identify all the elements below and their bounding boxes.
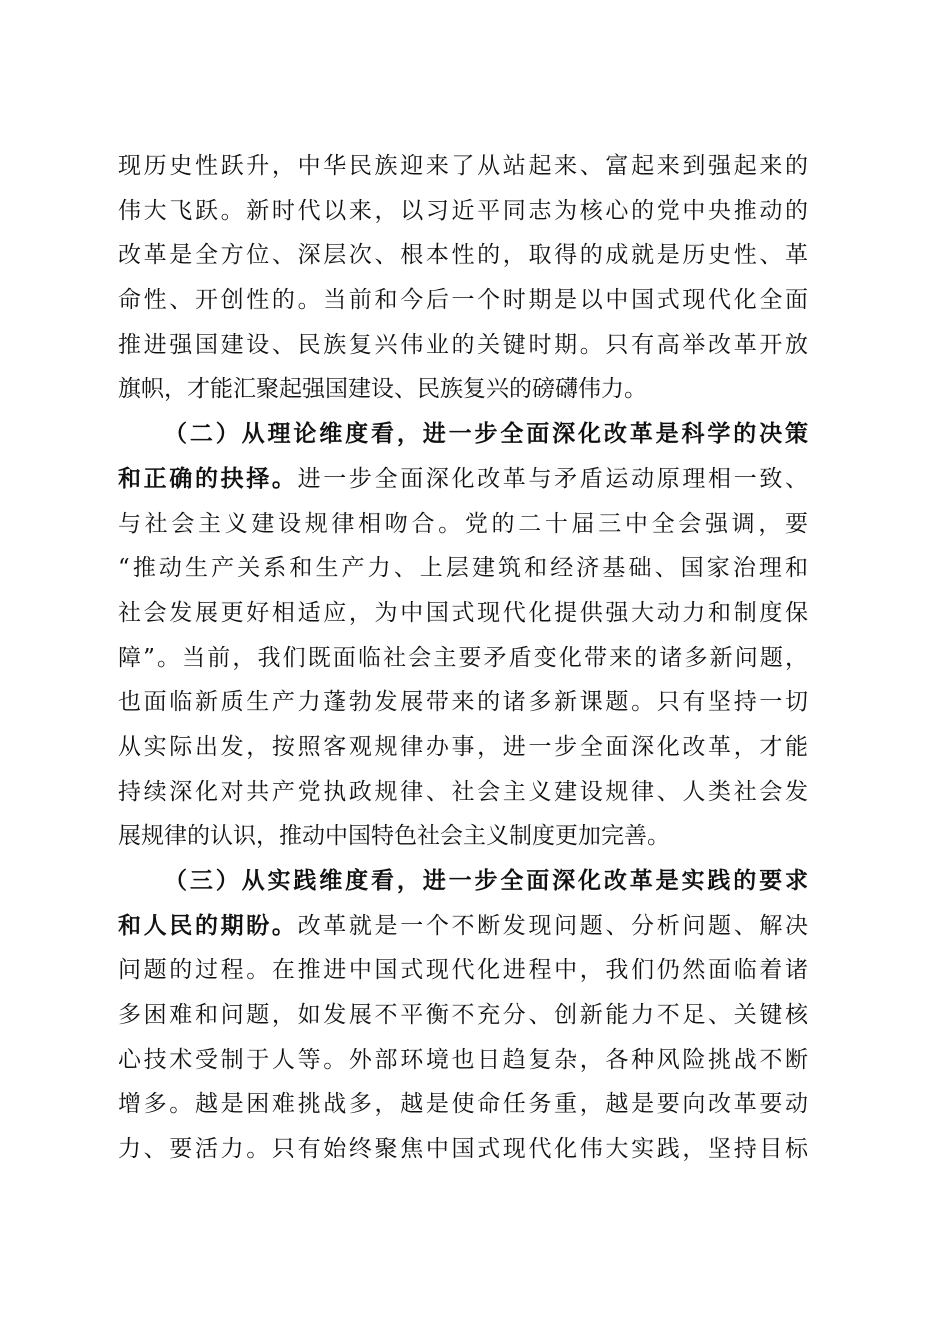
text-line: 展规律的认识，推动中国特色社会主义制度更加完善。 bbox=[118, 823, 670, 850]
section-heading-end: 和人民的期盼。 bbox=[118, 912, 298, 939]
document-page bbox=[118, 144, 808, 1172]
text-line bbox=[118, 904, 808, 949]
text-line: 也面临新质生产力蓬勃发展带来的诸多新课题。只有坚持一切 bbox=[118, 689, 808, 716]
text-line: 与社会主义建设规律相吻合。党的二十届三中全会强调，要 bbox=[118, 510, 808, 537]
paragraph-2 bbox=[118, 412, 808, 859]
text-line: 多困难和问题，如发展不平衡不充分、创新能力不足、关键核 bbox=[118, 1002, 808, 1029]
text-line bbox=[118, 457, 808, 502]
text-segment: 改革就是一个不断发现问题、分析问题、解决 bbox=[297, 912, 809, 939]
text-line: 改革是全方位、深层次、根本性的，取得的成就是历史性、革 bbox=[118, 242, 808, 269]
text-line: 心技术受制于人等。外部环境也日趋复杂，各种风险挑战不断 bbox=[118, 1046, 808, 1073]
text-line: 伟大飞跃。新时代以来，以习近平同志为核心的党中央推动的 bbox=[118, 197, 808, 224]
text-line: 命性、开创性的。当前和今后一个时期是以中国式现代化全面 bbox=[118, 287, 808, 314]
text-line: 现历史性跃升，中华民族迎来了从站起来、富起来到强起来的 bbox=[118, 153, 808, 179]
text-line: 问题的过程。在推进中国式现代化进程中，我们仍然面临着诸 bbox=[118, 957, 808, 984]
text-line: 推进强国建设、民族复兴伟业的关键时期。只有高举改革开放 bbox=[118, 331, 808, 358]
paragraph-3 bbox=[118, 859, 808, 1172]
text-segment: 进一步全面深化改革与矛盾运动原理相一致、 bbox=[297, 465, 809, 492]
paragraph-1 bbox=[118, 144, 808, 412]
text-line: 力、要活力。只有始终聚焦中国式现代化伟大实践，坚持目标 bbox=[118, 1136, 808, 1163]
text-line: “推动生产关系和生产力、上层建筑和经济基础、国家治理和 bbox=[118, 555, 808, 582]
text-line: 旗帜，才能汇聚起强国建设、民族复兴的磅礴伟力。 bbox=[118, 376, 647, 403]
text-line: 社会发展更好相适应，为中国式现代化提供强大动力和制度保 bbox=[118, 599, 808, 626]
text-line: 增多。越是困难挑战多，越是使命任务重，越是要向改革要动 bbox=[118, 1091, 808, 1118]
text-line: 障”。当前，我们既面临社会主要矛盾变化带来的诸多新问题， bbox=[118, 644, 808, 671]
section-heading-line: （三）从实践维度看，进一步全面深化改革是实践的要求 bbox=[164, 868, 808, 894]
section-heading-line: （二）从理论维度看，进一步全面深化改革是科学的决策 bbox=[164, 421, 808, 448]
text-line: 持续深化对共产党执政规律、社会主义建设规律、人类社会发 bbox=[118, 778, 808, 805]
text-line: 从实际出发，按照客观规律办事，进一步全面深化改革，才能 bbox=[118, 733, 808, 760]
section-heading-end: 和正确的抉择。 bbox=[118, 465, 298, 492]
